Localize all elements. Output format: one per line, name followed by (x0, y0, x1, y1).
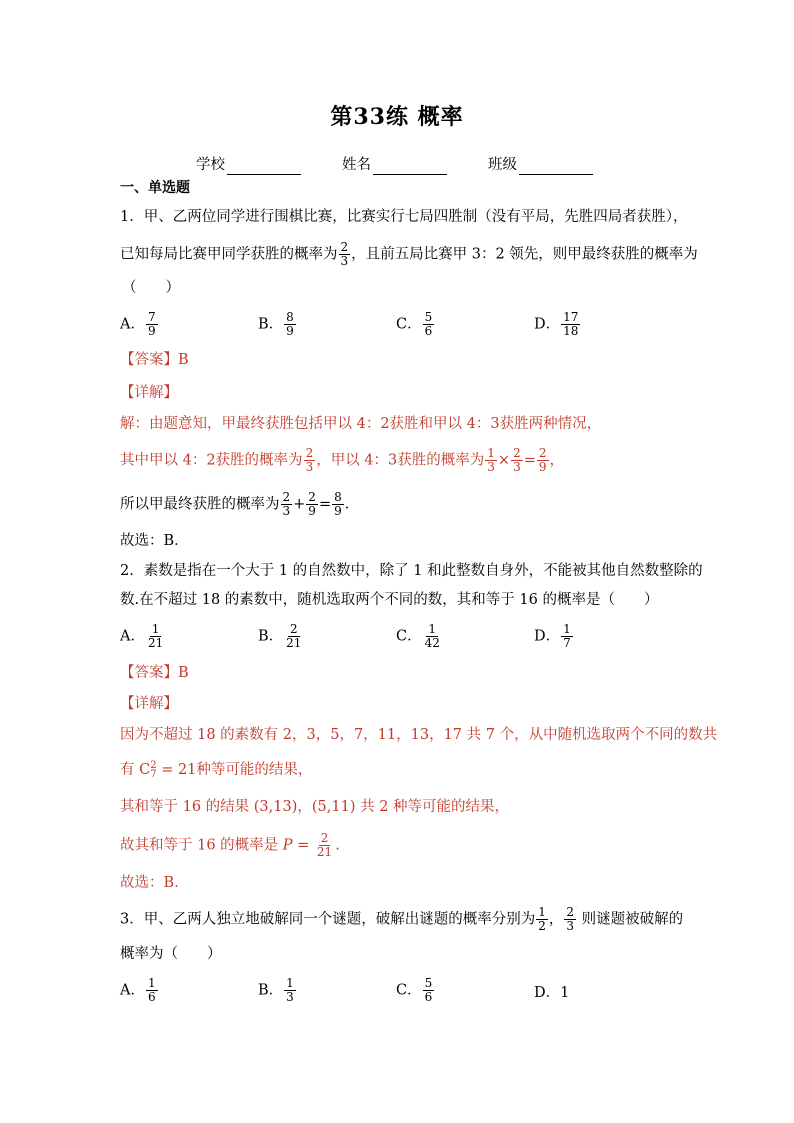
q1-option-c[interactable]: C． $\frac{5}{6}$ (396, 310, 433, 338)
q1-solution-line1: 解：由题意知，甲最终获胜包括甲以 4：2获胜和甲以 4：3获胜两种情况， (120, 416, 602, 432)
q2-option-b[interactable]: B． $\frac{2}{21}$ (258, 622, 302, 650)
q2-option-c[interactable]: C． $\frac{1}{42}$ (396, 622, 440, 650)
name-label: 姓名 (342, 157, 371, 173)
fraction: $\frac{2}{3}$ (340, 240, 349, 268)
class-field (488, 155, 593, 175)
q1-option-b[interactable]: B． $\frac{8}{9}$ (258, 310, 294, 338)
q3-option-b[interactable]: B． $\frac{1}{3}$ (258, 976, 294, 1004)
q1-line1: 1．甲、乙两位同学进行围棋比赛，比赛实行七局四胜制（没有平局，先胜四局者获胜）， (120, 209, 688, 225)
q1-detail-heading: 【详解】 (120, 385, 178, 401)
q1-chosen: 故选：B． (120, 533, 189, 549)
q2-detail-heading: 【详解】 (120, 696, 178, 712)
q2-solution-line4: 故其和等于 16 的概率是 P = $\frac{2}{21}$ . (120, 831, 340, 859)
q1-option-d[interactable]: D． $\frac{17}{18}$ (534, 310, 579, 338)
q2-solution-line3: 其和等于 16 的结果 (3,13)，(5,11) 共 2 种等可能的结果， (120, 799, 510, 815)
school-blank (227, 160, 301, 175)
school-label: 学校 (196, 157, 225, 173)
q1-solution-line2: 其中甲以 4：2获胜的概率为 $\frac{2}{3}$ ，甲以 4：3获胜的概率为 $\frac{1}{3}$ × $\frac{2}{3}$ = $\frac{2}{9}$ ， (120, 446, 564, 474)
q2-line1: 2．素数是指在一个大于 1 的自然数中，除了 1 和此整数自身外，不能被其他自然数整除的 (120, 563, 703, 579)
q1-answer: 【答案】B (120, 352, 189, 368)
q2-line2: 数.在不超过 18 的素数中，随机选取两个不同的数，其和等于 16 的概率是（ ） (120, 592, 659, 608)
q1-solution-line3: 所以甲最终获胜的概率为 $\frac{2}{3}$ + $\frac{2}{9}$ = $\frac{8}{9}$ ． (120, 490, 360, 518)
q3-option-a[interactable]: A． $\frac{1}{6}$ (120, 976, 156, 1004)
class-blank (519, 160, 593, 175)
q3-option-d[interactable]: D．1 (534, 985, 570, 1001)
q3-line1: 3．甲、乙两人独立地破解同一个谜题，破解出谜题的概率分别为 $\frac{1}{2}$ ， $\frac{2}{3}$ 则谜题被破解的 (120, 905, 684, 933)
section-heading: 一、单选题 (120, 180, 190, 196)
q2-option-a[interactable]: A． $\frac{1}{21}$ (120, 622, 164, 650)
q1-line2: 已知每局比赛甲同学获胜的概率为 $\frac{2}{3}$ ，且前五局比赛甲 3：2 领先，则甲最终获胜的概率为 (120, 240, 698, 268)
q3-line2: 概率为（ ） (120, 946, 222, 962)
q2-option-d[interactable]: D． $\frac{1}{7}$ (534, 622, 571, 650)
q3-option-c[interactable]: C． $\frac{5}{6}$ (396, 976, 433, 1004)
school-field (196, 155, 301, 175)
name-field (342, 155, 447, 175)
q2-solution-line1: 因为不超过 18 的素数有 2，3，5，7，11，13，17 共 7 个，从中随机选取两个不同的数共 (120, 727, 718, 743)
name-blank (373, 160, 447, 175)
class-label: 班级 (488, 157, 517, 173)
q2-solution-line2: 有 C 2 7 = 21种等可能的结果， (120, 760, 313, 780)
q2-answer: 【答案】B (120, 665, 189, 681)
q1-line3: （ ） (122, 280, 180, 296)
page-title: 第33练 概率 (330, 104, 464, 130)
q1-option-a[interactable]: A． $\frac{7}{9}$ (120, 310, 156, 338)
q2-chosen: 故选：B. (120, 875, 179, 891)
